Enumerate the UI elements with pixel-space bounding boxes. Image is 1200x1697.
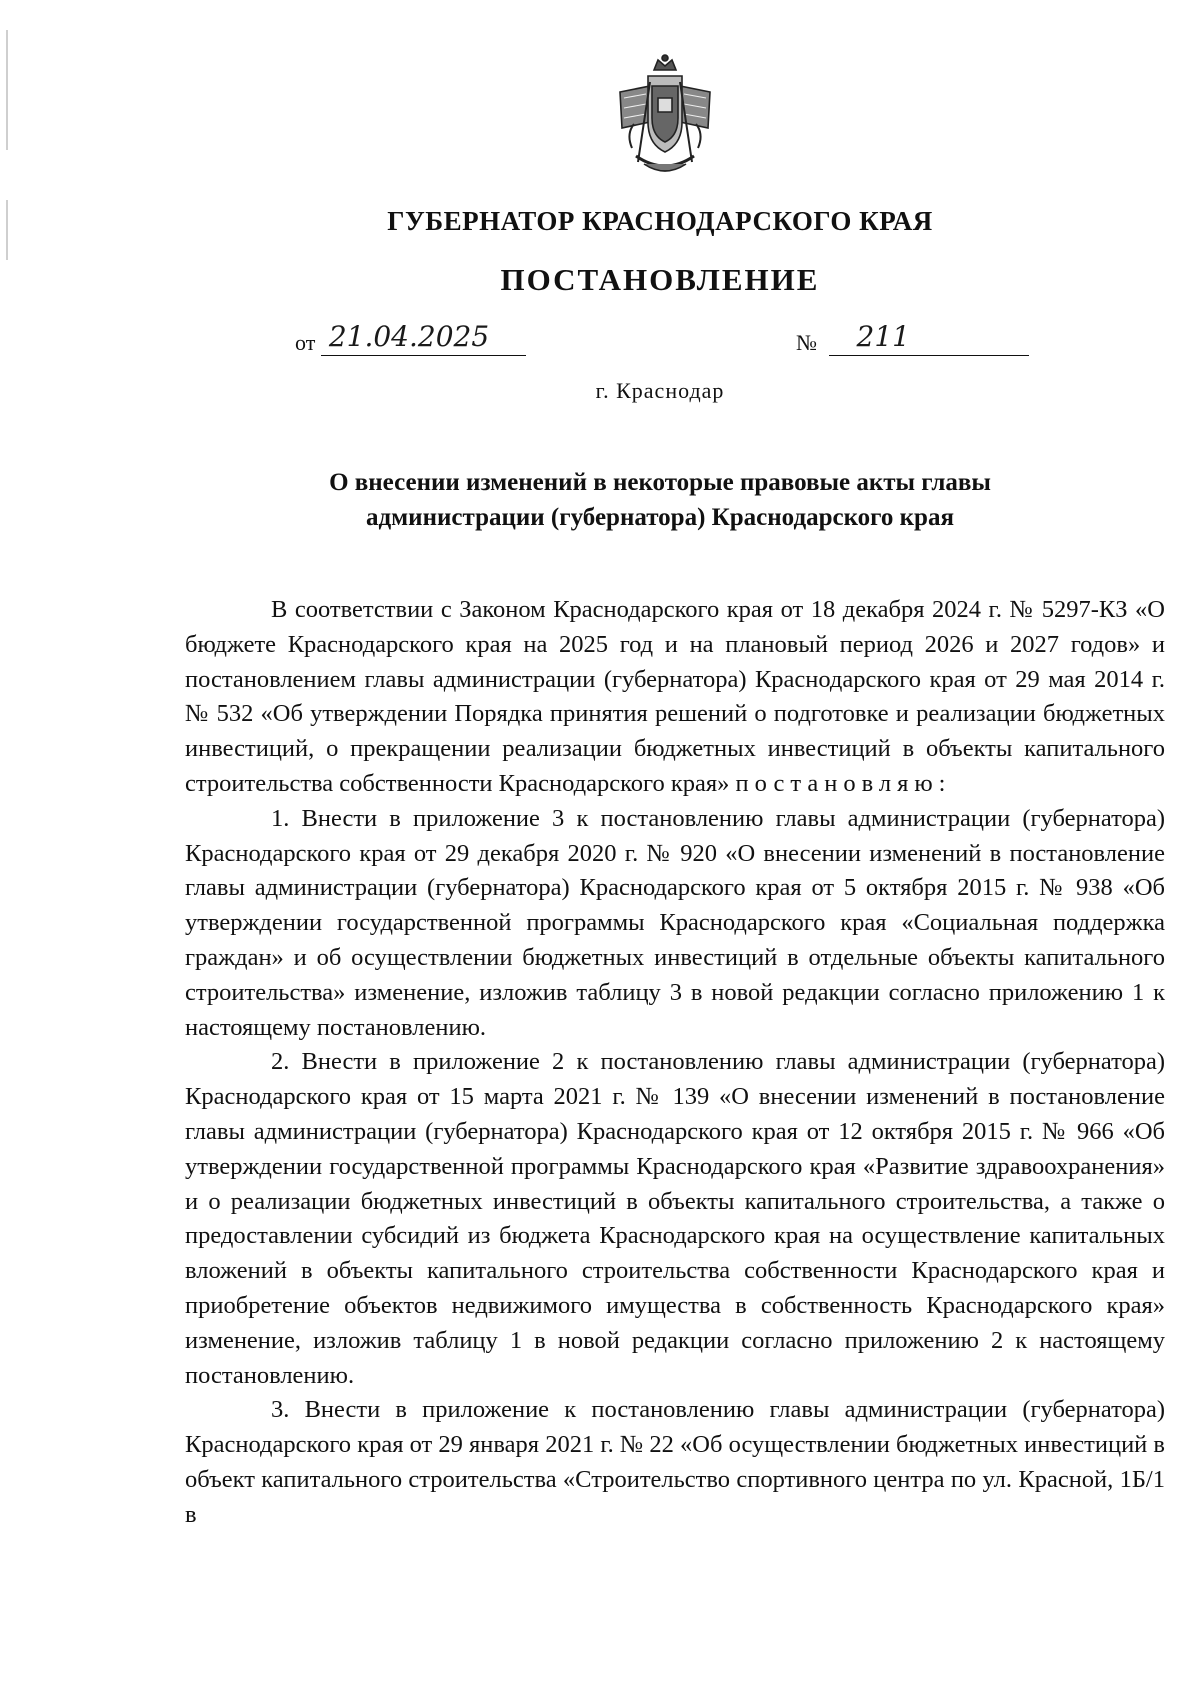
title-line-1: О внесении изменений в некоторые правовые акты главы [329,469,991,496]
date-prefix: от [295,330,316,355]
handwritten-date: 21.04.2025 [328,320,490,353]
date-line [321,320,526,356]
document-number [796,320,1029,356]
title-line-2: администрации (губернатора) Краснодарского края [366,504,954,531]
item-3-paragraph: 3. Внести в приложение к постановлению главы администрации (губернатора) Краснодарского края от 29 января 2021 г. № 22 «Об осуществлении бюджетных инвестиций в объект капитального строительства «Строительство спортивного центра по ул. Красной, 1Б/1 в [185,1396,1165,1528]
scan-edge-mark [6,200,8,260]
document-type-heading: ПОСТАНОВЛЕНИЕ [500,262,820,297]
issuing-authority: ГУБЕРНАТОР КРАСНОДАРСКОГО КРАЯ [387,206,933,236]
preamble-paragraph [185,593,1165,802]
handwritten-number: 211 [856,320,910,353]
city-line: г. Краснодар [595,378,725,403]
document-body [185,593,1165,1533]
coat-of-arms-icon [610,52,720,182]
item-2-paragraph: 2. Внести в приложение 2 к постановлению главы администрации (губернатора) Краснодарского края от 15 марта 2021 г. № 139 «О внесении изменений в постановление главы администрации (губернатора) Краснодарского края от 12 октября 2015 г. № 966 «Об утверждении государственной программы Краснодарского края «Развитие здравоохранения» и о реализации бюджетных инвестиций в объекты капитального строительства, а также о предоставлении субсидий из бюджета Краснодарского края на осуществление капитальных вложений в объекты капитального строительства собственности Краснодарского края и приобретение объектов недвижимого имущества в собственность Краснодарского края» изменение, изложив таблицу 1 в новой редакции согласно приложению 2 к настоящему постановлению. [185,1048,1165,1389]
document-date [295,320,526,356]
preamble-text: В соответствии с Законом Краснодарского края от 18 декабря 2024 г. № 5297-КЗ «О бюджете Краснодарского края на 2025 год и на плановый период 2026 и 2027 годов» и постановлением главы администрации (губернатора) Краснодарского края от 29 мая 2014 г. № 532 «Об утверждении Порядка принятия решений о подготовке и реализации бюджетных инвестиций, о прекращении реализации бюджетных инвестиций в объекты капитального строительства собственности Краснодарского края» [185,596,1165,797]
document-title [250,465,1070,535]
number-line [829,320,1029,356]
number-prefix: № [796,330,817,355]
decree-word: постановляю: [735,769,952,797]
scan-edge-mark [6,30,8,150]
item-1-paragraph: 1. Внести в приложение 3 к постановлению главы администрации (губернатора) Краснодарского края от 29 декабря 2020 г. № 920 «О внесении изменений в постановление главы администрации (губернатора) Краснодарского края от 5 октября 2015 г. № 938 «Об утверждении государственной программы Краснодарского края «Социальная поддержка граждан» и об осуществлении бюджетных инвестиций в отдельные объекты капитального строительства» изменение, изложив таблицу 3 в новой редакции согласно приложению 1 к настоящему постановлению. [185,804,1165,1041]
